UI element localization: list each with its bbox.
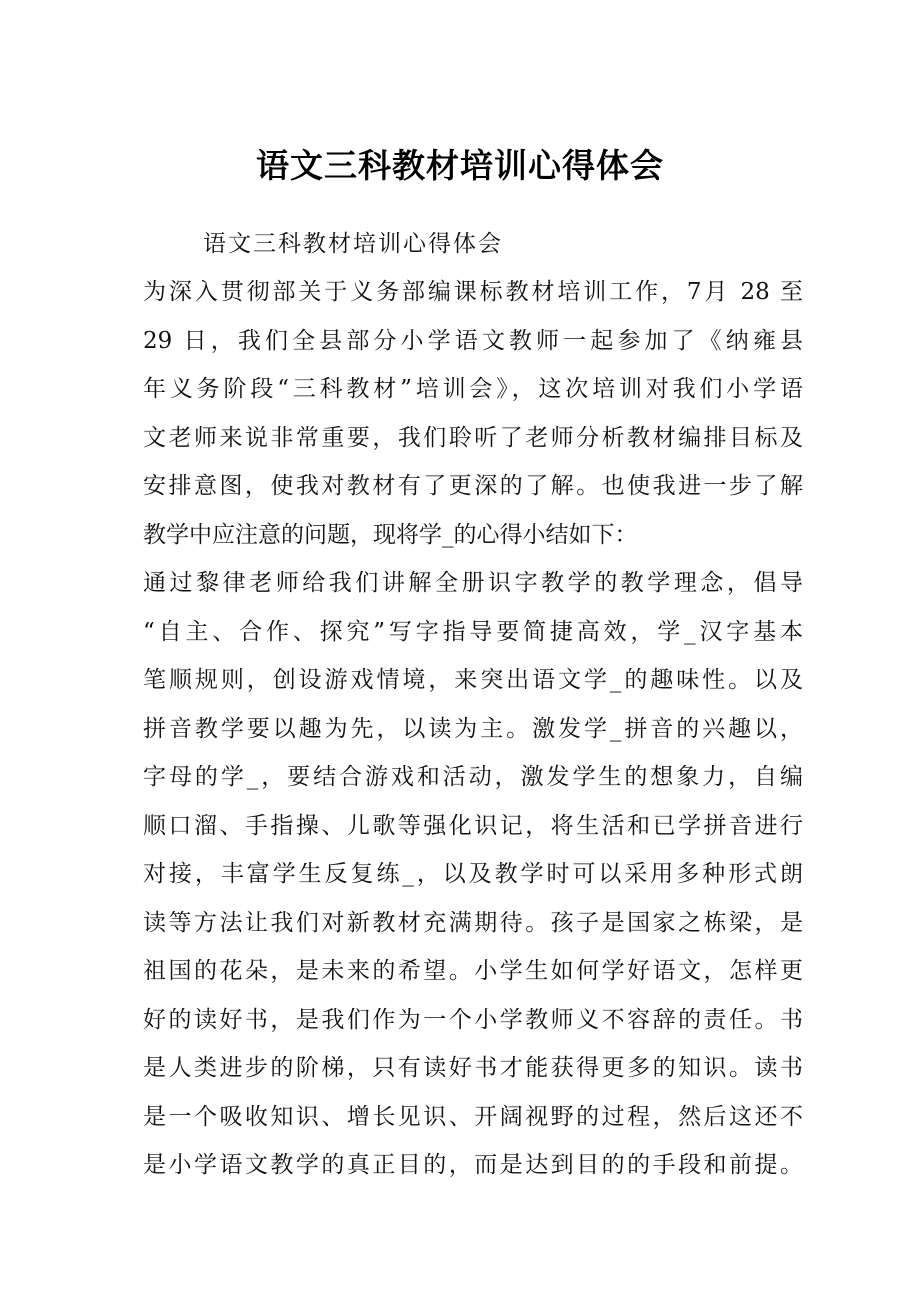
body-line: 笔顺规则，创设游戏情境，来突出语文学_的趣味性。以及 xyxy=(143,667,803,693)
body-line: 是一个吸收知识、增长见识、开阔视野的过程，然后这还不 xyxy=(143,1104,803,1130)
body-line: 文老师来说非常重要，我们聆听了老师分析教材编排目标及 xyxy=(143,425,803,451)
body-line: 字母的学_，要结合游戏和活动，激发学生的想象力，自编 xyxy=(143,764,803,790)
body-line: 拼音教学要以趣为先，以读为主。激发学_拼音的兴趣以， xyxy=(143,716,803,742)
body-line: 教学中应注意的问题，现将学_的心得小结如下： xyxy=(143,522,638,548)
body-line: 读等方法让我们对新教材充满期待。孩子是国家之栋梁，是 xyxy=(143,910,803,936)
body-line: 29 日，我们全县部分小学语文教师一起参加了《纳雍县 xyxy=(143,328,803,354)
body-line: 祖国的花朵，是未来的希望。小学生如何学好语文，怎样更 xyxy=(143,958,803,984)
body-line: 为深入贯彻部关于义务部编课标教材培训工作，7月 28 至 xyxy=(143,279,803,305)
body-line: “自主、合作、探究”写字指导要简捷高效，学_汉字基本 xyxy=(143,619,803,645)
body-line: 好的读好书，是我们作为一个小学教师义不容辞的责任。书 xyxy=(143,1007,803,1033)
body-line: 通过黎律老师给我们讲解全册识字教学的教学理念，倡导 xyxy=(143,570,803,596)
body-line: 对接，丰富学生反复练_，以及教学时可以采用多种形式朗 xyxy=(143,861,803,887)
document-subtitle: 语文三科教材培训心得体会 xyxy=(203,231,503,257)
body-line: 是小学语文教学的真正目的，而是达到目的的手段和前提。 xyxy=(143,1152,803,1178)
body-line: 年义务阶段“三科教材”培训会》，这次培训对我们小学语 xyxy=(143,376,803,402)
document-title: 语文三科教材培训心得体会 xyxy=(256,146,664,185)
body-line: 安排意图，使我对教材有了更深的了解。也使我进一步了解 xyxy=(143,473,803,499)
body-line: 顺口溜、手指操、儿歌等强化识记，将生活和已学拼音进行 xyxy=(143,813,803,839)
body-line: 是人类进步的阶梯，只有读好书才能获得更多的知识。读书 xyxy=(143,1055,803,1081)
